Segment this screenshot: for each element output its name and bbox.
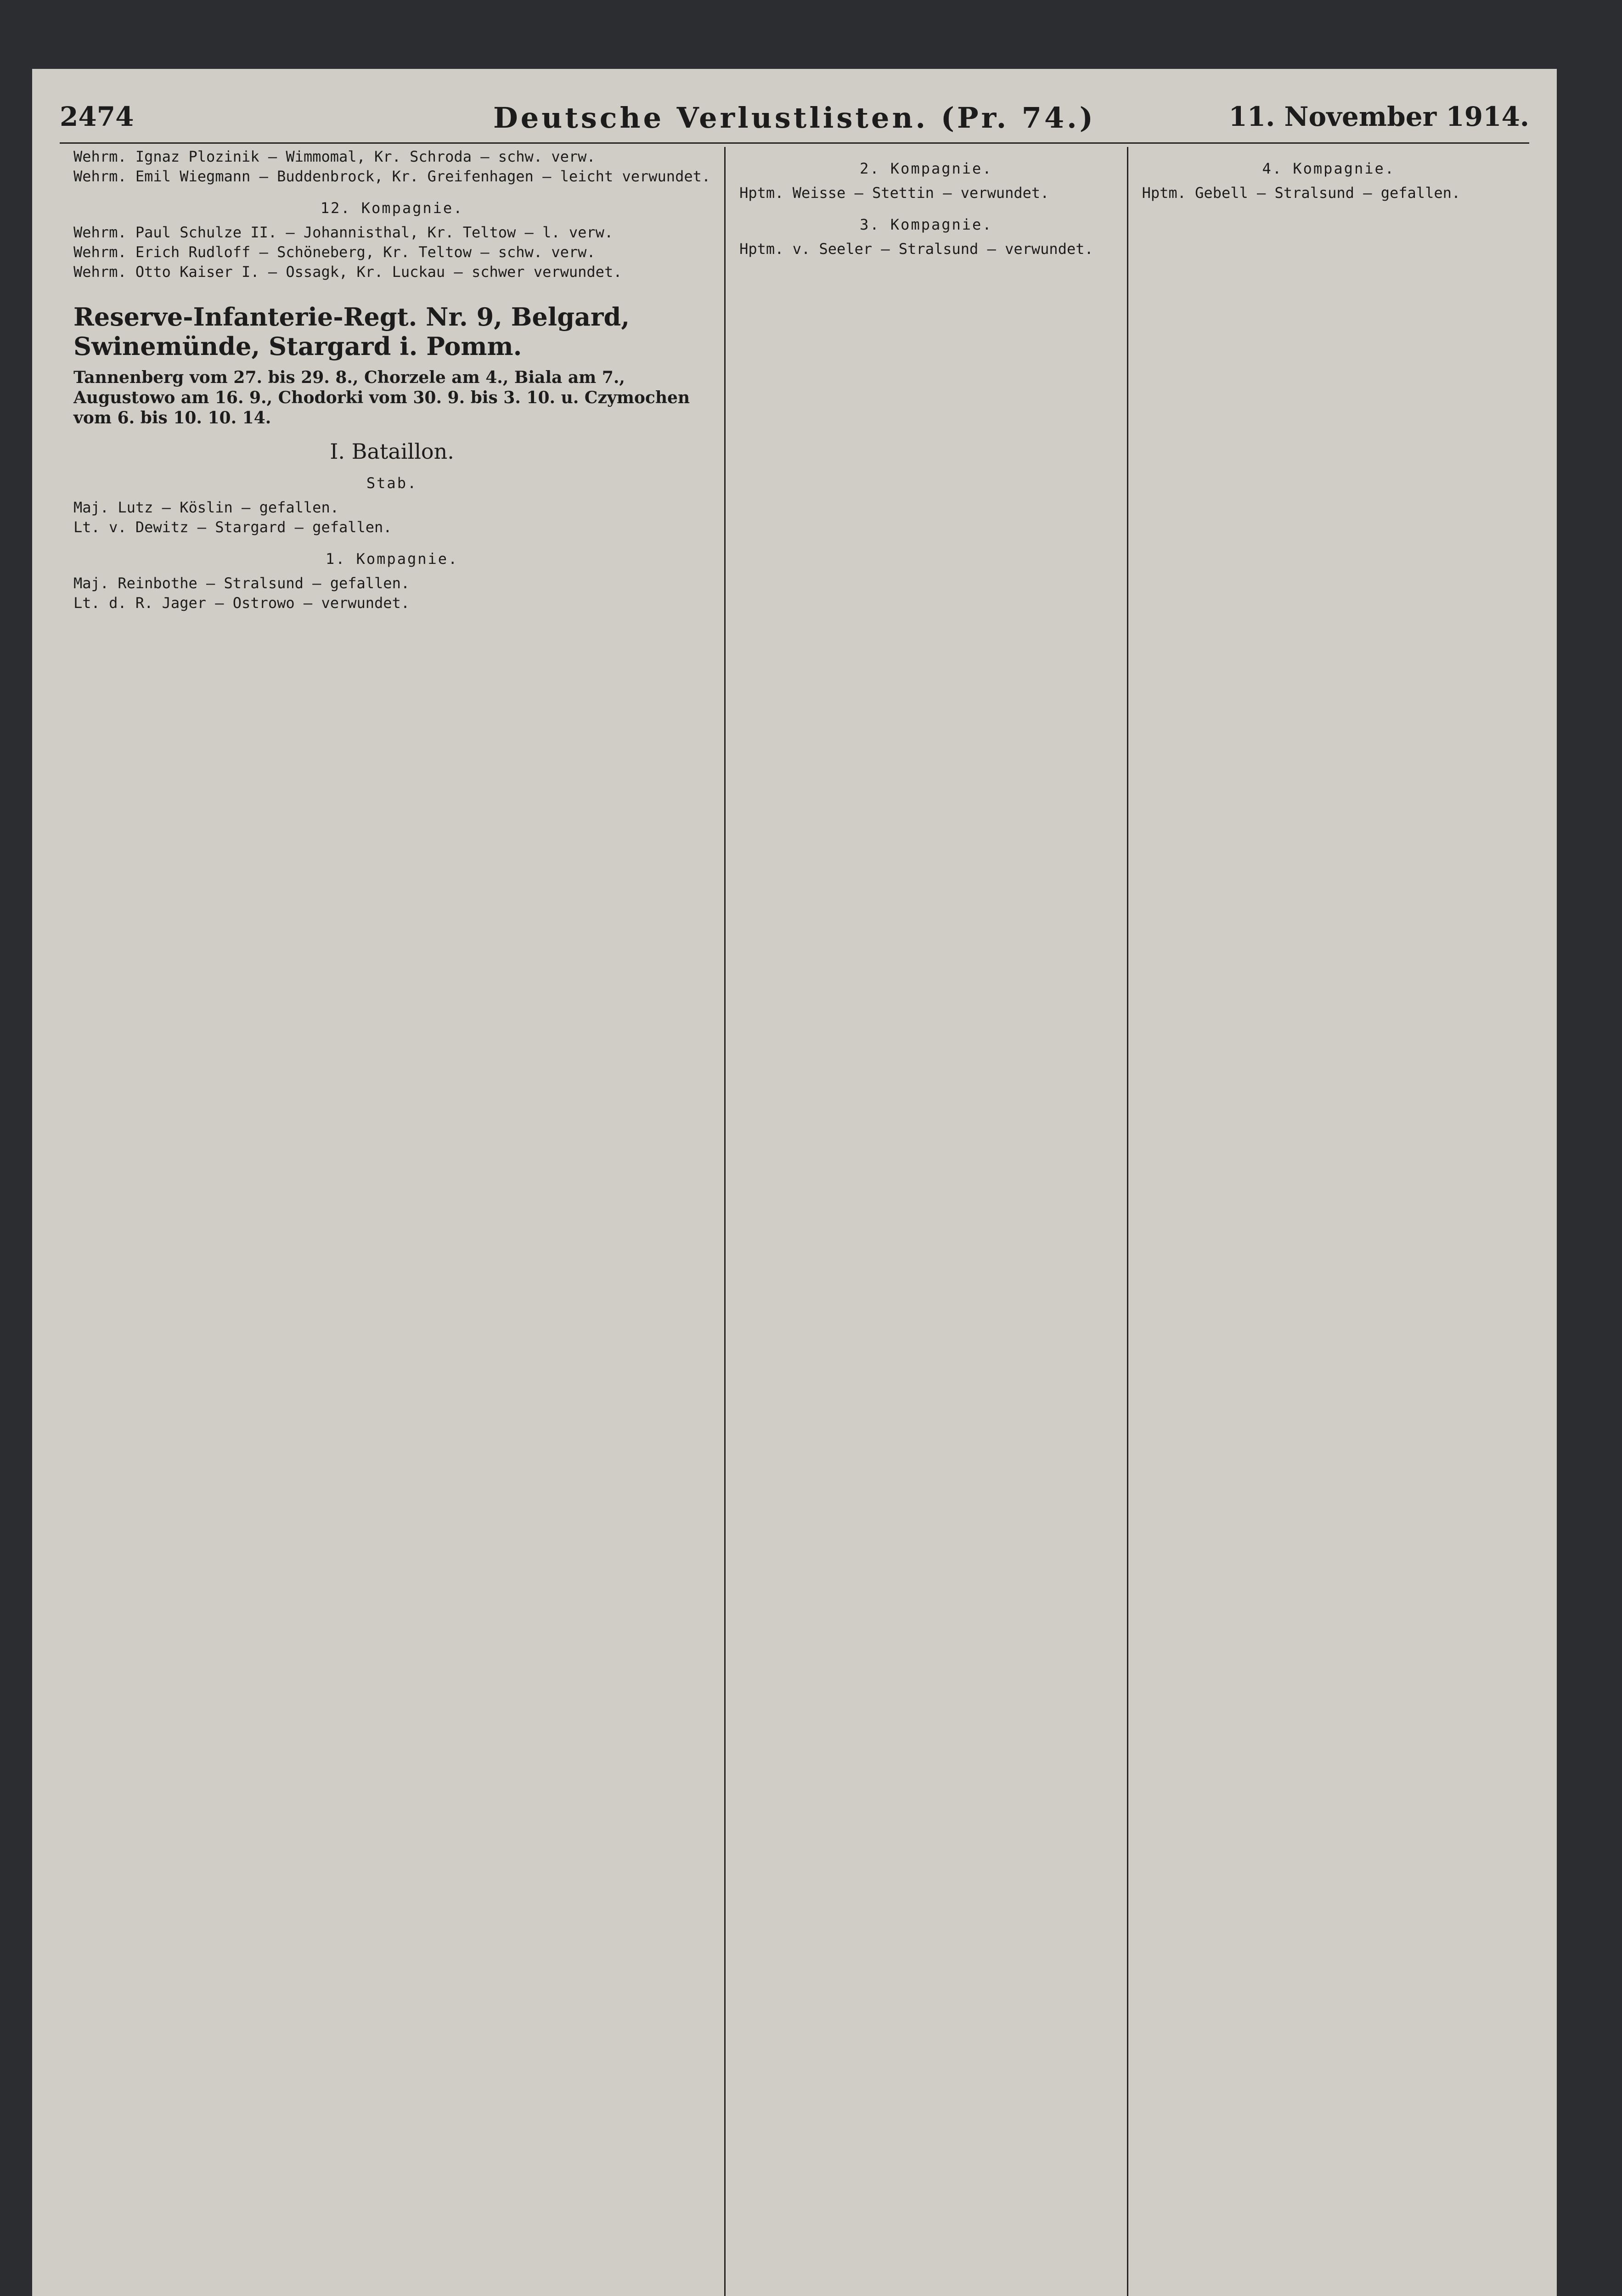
casualty-entry: Maj. Reinbothe — Stralsund — gefallen. (73, 574, 410, 592)
casualty-entry: Lt. d. R. Jager — Ostrowo — verwundet. (73, 594, 410, 612)
company-heading: 2. Kompagnie. (860, 160, 993, 177)
company-heading: 1. Kompagnie. (325, 550, 459, 568)
left-column (60, 147, 724, 2296)
casualty-entry: Wehrm. Erich Rudloff — Schöneberg, Kr. Teltow — schw. verw. (73, 243, 596, 261)
company-heading: 3. Kompagnie. (860, 216, 993, 233)
regiment-heading: Reserve-Infanterie-Regt. Nr. 9, Belgard, Swinemünde, Stargard i. Pomm. (73, 302, 630, 361)
newspaper-page (32, 69, 1557, 2296)
page-number: 2474 (60, 101, 134, 132)
casualty-entry: Lt. v. Dewitz — Stargard — gefallen. (73, 518, 392, 536)
page-header (60, 101, 1529, 144)
staff-label: Stab. (366, 474, 418, 492)
casualty-entry: Wehrm. Ignaz Plozinik — Wimmomal, Kr. Schroda — schw. verw. (73, 148, 596, 165)
casualty-entry: Maj. Lutz — Köslin — gefallen. (73, 499, 339, 516)
battalion-heading: I. Bataillon. (330, 439, 454, 464)
publication-title: Deutsche Verlustlisten. (Pr. 74.) (493, 101, 1096, 135)
right-column (1127, 147, 1529, 2296)
casualty-entry: Wehrm. Paul Schulze II. — Johannisthal, Kr. Teltow — l. verw. (73, 224, 614, 241)
casualty-entry: Hptm. Weisse — Stettin — verwundet. (739, 184, 1049, 202)
middle-column (724, 147, 1126, 2296)
casualty-entry: Wehrm. Otto Kaiser I. — Ossagk, Kr. Luckau — schwer verwundet. (73, 263, 622, 281)
regiment-dates: Tannenberg vom 27. bis 29. 8., Chorzele am 4., Biala am 7., Augustowo am 16. 9., Chodorki vom 30. 9. bis 3. 10. u. Czymochen vom 6. bis 10. 10. 14. (73, 368, 690, 428)
casualty-entry: Hptm. v. Seeler — Stralsund — verwundet. (739, 240, 1093, 258)
casualty-entry: Hptm. Gebell — Stralsund — gefallen. (1142, 184, 1461, 202)
text-columns (60, 147, 1529, 2296)
issue-date: 11. November 1914. (1228, 101, 1529, 132)
company-heading: 4. Kompagnie. (1262, 160, 1395, 177)
casualty-entry: Wehrm. Emil Wiegmann — Buddenbrock, Kr. Greifenhagen — leicht verwundet. (73, 168, 711, 185)
company-heading: 12. Kompagnie. (320, 199, 464, 217)
